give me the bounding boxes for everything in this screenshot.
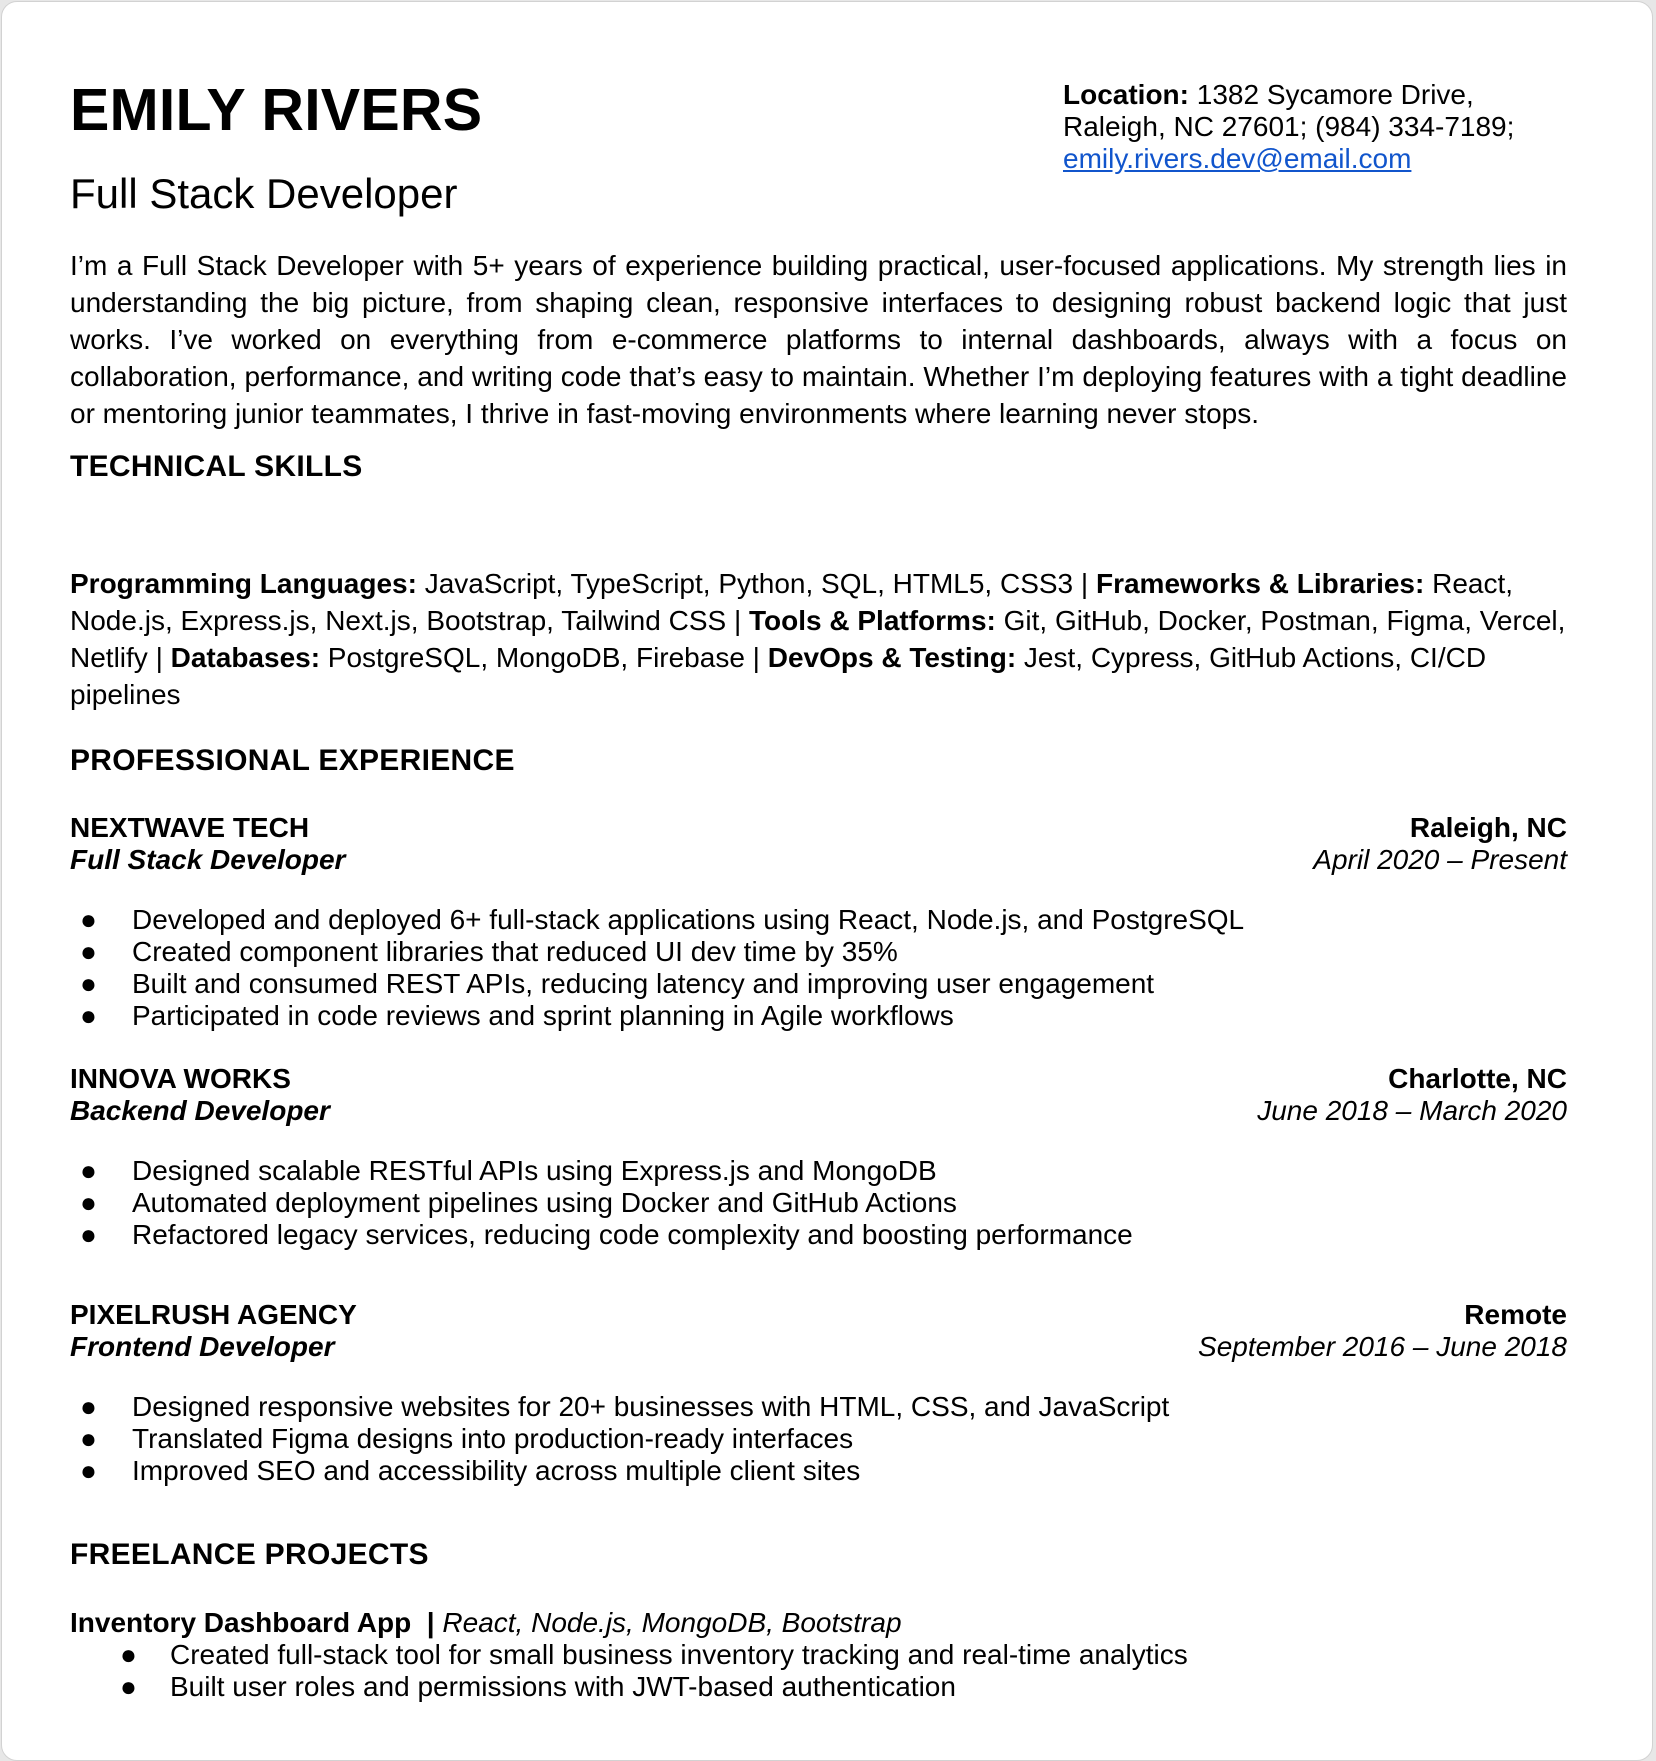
job-title: Backend Developer: [70, 1095, 330, 1126]
job-bullet-text: Developed and deployed 6+ full-stack applications using React, Node.js, and PostgreSQL: [132, 904, 1245, 935]
job-entry-innova: [70, 1063, 1567, 1251]
job-subheader-row: [70, 1331, 1567, 1363]
job-dates: September 2016 – June 2018: [1198, 1331, 1567, 1362]
project-name: Inventory Dashboard App: [70, 1607, 412, 1638]
email-link[interactable]: emily.rivers.dev@email.com: [1063, 143, 1412, 174]
job-bullet-text: Refactored legacy services, reducing code complexity and boosting performance: [132, 1219, 1133, 1250]
job-header-row: [70, 1299, 1567, 1331]
job-entry-pixelrush: [70, 1299, 1567, 1487]
skills-paragraph: [70, 565, 1567, 713]
job-title: Frontend Developer: [70, 1331, 335, 1362]
skill-items: React, Node.js, Express.js, Next.js, Bootstrap, Tailwind CSS |: [70, 568, 1514, 636]
section-title-experience: PROFESSIONAL EXPERIENCE: [70, 744, 515, 777]
skill-items: JavaScript, TypeScript, Python, SQL, HTML5, CSS3 |: [416, 568, 1096, 599]
bullet-dot-icon: ●: [80, 1155, 97, 1186]
bullet-dot-icon: ●: [120, 1671, 137, 1702]
job-bullet: [70, 1391, 1567, 1423]
skill-items: Jest, Cypress, GitHub Actions, CI/CD pipelines: [70, 642, 1487, 710]
job-bullets: [70, 904, 1567, 1032]
job-bullet-text: Designed scalable RESTful APIs using Express.js and MongoDB: [132, 1155, 937, 1186]
job-dates: April 2020 – Present: [1313, 844, 1567, 875]
job-bullet: [70, 904, 1567, 936]
skill-label: DevOps & Testing:: [767, 642, 1017, 673]
job-bullet-text: Created component libraries that reduced UI dev time by 35%: [132, 936, 898, 967]
bullet-dot-icon: ●: [80, 1423, 97, 1454]
bullet-dot-icon: ●: [80, 1391, 97, 1422]
job-company: PIXELRUSH AGENCY: [70, 1299, 357, 1330]
project-bullet: [70, 1639, 1567, 1671]
job-bullet-text: Improved SEO and accessibility across multiple client sites: [132, 1455, 861, 1486]
candidate-name: EMILY RIVERS: [70, 77, 483, 143]
job-bullet-text: Automated deployment pipelines using Docker and GitHub Actions: [132, 1187, 957, 1218]
job-bullet-text: Translated Figma designs into production-ready interfaces: [132, 1423, 854, 1454]
bullet-dot-icon: ●: [80, 936, 97, 967]
resume-page: [1, 1, 1653, 1761]
skill-label: Programming Languages:: [70, 568, 417, 599]
job-location: Remote: [1464, 1299, 1567, 1330]
resume-content: [70, 2, 1567, 1702]
job-location: Charlotte, NC: [1388, 1063, 1567, 1094]
project-header: [70, 1607, 1567, 1639]
skill-label: Databases:: [170, 642, 321, 673]
job-bullet: [70, 968, 1567, 1000]
job-bullet: [70, 1155, 1567, 1187]
bullet-dot-icon: ●: [80, 968, 97, 999]
job-bullet: [70, 936, 1567, 968]
job-location: Raleigh, NC: [1409, 812, 1567, 843]
job-title: Full Stack Developer: [70, 844, 346, 875]
job-subheader-row: [70, 844, 1567, 876]
job-bullet-text: Built and consumed REST APIs, reducing latency and improving user engagement: [132, 968, 1155, 999]
job-header-row: [70, 812, 1567, 844]
project-separator: |: [411, 1607, 443, 1638]
skill-items: Git, GitHub, Docker, Postman, Figma, Vercel, Netlify |: [70, 605, 1566, 673]
job-bullet-text: Designed responsive websites for 20+ businesses with HTML, CSS, and JavaScript: [132, 1391, 1170, 1422]
skill-items: PostgreSQL, MongoDB, Firebase |: [320, 642, 768, 673]
project-bullet-text: Built user roles and permissions with JWT-based authentication: [170, 1671, 956, 1702]
job-bullet-text: Participated in code reviews and sprint planning in Agile workflows: [132, 1000, 954, 1031]
resume-header: [70, 2, 1567, 232]
summary-paragraph: I’m a Full Stack Developer with 5+ years of experience building practical, user-focused applications. My strength lies in understanding the big picture, from shaping clean, responsive interfaces to designing robust backend logic that just works. I’ve worked on everything from e-commerce platforms to internal dashboards, always with a focus on collaboration, performance, and writing code that’s easy to maintain. Whether I’m deploying features with a tight deadline or mentoring junior teammates, I thrive in fast-moving environments where learning never stops.: [70, 250, 1567, 429]
bullet-dot-icon: ●: [120, 1639, 137, 1670]
job-company: INNOVA WORKS: [70, 1063, 291, 1094]
location-line1: 1382 Sycamore Drive,: [1189, 79, 1474, 110]
job-bullet: [70, 1219, 1567, 1251]
bullet-dot-icon: ●: [80, 1187, 97, 1218]
job-entry-nextwave: [70, 812, 1567, 1032]
project-bullet: [70, 1671, 1567, 1703]
bullet-dot-icon: ●: [80, 904, 97, 935]
job-bullet: [70, 1000, 1567, 1032]
job-subheader-row: [70, 1095, 1567, 1127]
candidate-role: Full Stack Developer: [70, 170, 458, 217]
section-title-skills: TECHNICAL SKILLS: [70, 450, 363, 483]
section-title-projects: FREELANCE PROJECTS: [70, 1538, 429, 1571]
job-header-row: [70, 1063, 1567, 1095]
skill-label: Frameworks & Libraries:: [1095, 568, 1425, 599]
project-entry: [70, 1607, 1567, 1703]
project-bullets: [70, 1639, 1567, 1703]
bullet-dot-icon: ●: [80, 1455, 97, 1486]
skill-label: Tools & Platforms:: [749, 605, 996, 636]
job-bullet: [70, 1423, 1567, 1455]
project-bullet-text: Created full-stack tool for small business inventory tracking and real-time analytics: [170, 1639, 1188, 1670]
bullet-dot-icon: ●: [80, 1219, 97, 1250]
project-tech: React, Node.js, MongoDB, Bootstrap: [442, 1607, 902, 1638]
job-bullets: [70, 1155, 1567, 1251]
job-bullets: [70, 1391, 1567, 1487]
job-bullet: [70, 1455, 1567, 1487]
location-line2: Raleigh, NC 27601; (984) 334-7189;: [1063, 111, 1515, 142]
job-bullet: [70, 1187, 1567, 1219]
location-label: Location:: [1063, 79, 1189, 110]
contact-block: [1063, 79, 1563, 175]
job-company: NEXTWAVE TECH: [70, 812, 310, 843]
bullet-dot-icon: ●: [80, 1000, 97, 1031]
job-dates: June 2018 – March 2020: [1257, 1095, 1567, 1126]
